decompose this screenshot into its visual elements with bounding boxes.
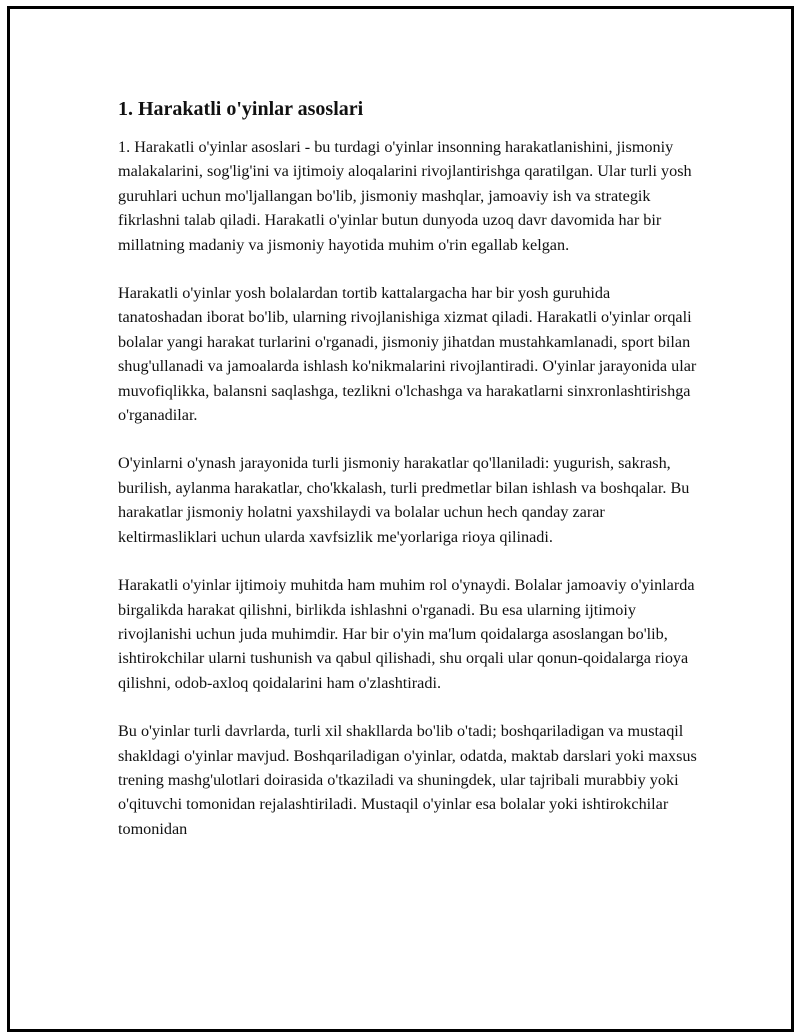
paragraph-4: Harakatli o'yinlar ijtimoiy muhitda ham muhim rol o'ynaydi. Bolalar jamoaviy o'yinlarda birgalikda harakat qilishni, birlikda ishlashni o'rganadi. Bu esa ularning ijtimoiy rivojlanishi uchun juda muhimdir. Har bir o'yin ma'lum qoidalarga asoslangan bo'lib, ishtirokchilar ularni tushunish va qabul qilishadi, shu orqali ular qonun-qoidalarga rioya qilishni, odob-axloq qoidalarini ham o'zlashtiradi.: [118, 576, 695, 692]
paragraph-5: Bu o'yinlar turli davrlarda, turli xil shakllarda bo'lib o'tadi; boshqariladigan va mustaqil shakldagi o'yinlar mavjud. Boshqariladigan o'yinlar, odatda, maktab darslari yoki maxsus trening mashg'ulotlari doirasida o'tkaziladi va shuningdek, ular tajribali murabbiy yoki o'qituvchi tomonidan rejalashtiriladi. Mustaqil o'yinlar esa bolalar yoki ishtirokchilar tomonidan: [118, 722, 697, 838]
paragraph-1: 1. Harakatli o'yinlar asoslari - bu turdagi o'yinlar insonning harakatlanishini, jismoniy malakalarini, sog'lig'ini va ijtimoiy aloqalarini rivojlantirishga qaratilgan. Ular turli yosh guruhlari uchun mo'ljallangan bo'lib, jismoniy mashqlar, jamoaviy ish va strategik fikrlashni talab qiladi. Harakatli o'yinlar butun dunyoda uzoq davr davomida har bir millatning madaniy va jismoniy hayotida muhim o'rin egallab kelgan.: [118, 138, 692, 254]
paragraph-3: O'yinlarni o'ynash jarayonida turli jismoniy harakatlar qo'llaniladi: yugurish, sakrash, burilish, aylanma harakatlar, cho'kkalash, turli predmetlar bilan ishlash va boshqalar. Bu harakatlar jismoniy holatni yaxshilaydi va bolalar uchun hech qanday zarar keltirmasliklari uchun ularda xavfsizlik me'yorlariga rioya qilinadi.: [118, 454, 690, 546]
page-frame: [7, 6, 794, 1032]
paragraph-2: Harakatli o'yinlar yosh bolalardan tortib kattalargacha har bir yosh guruhida tanatoshadan iborat bo'lib, ularning rivojlanishiga xizmat qiladi. Harakatli o'yinlar orqali bolalar yangi harakat turlarini o'rganadi, jismoniy jihatdan mustahkamlanadi, sport bilan shug'ullanadi va jamoalarda ishlash ko'nikmalarini rivojlantiradi. O'yinlar jarayonida ular muvofiqlikka, balansni saqlashga, tezlikni o'lchashga va harakatlarni sinxronlashtirishga o'rganadilar.: [118, 284, 697, 425]
document-body: [118, 97, 698, 865]
page-title: 1. Harakatli o'yinlar asoslari: [118, 98, 364, 120]
